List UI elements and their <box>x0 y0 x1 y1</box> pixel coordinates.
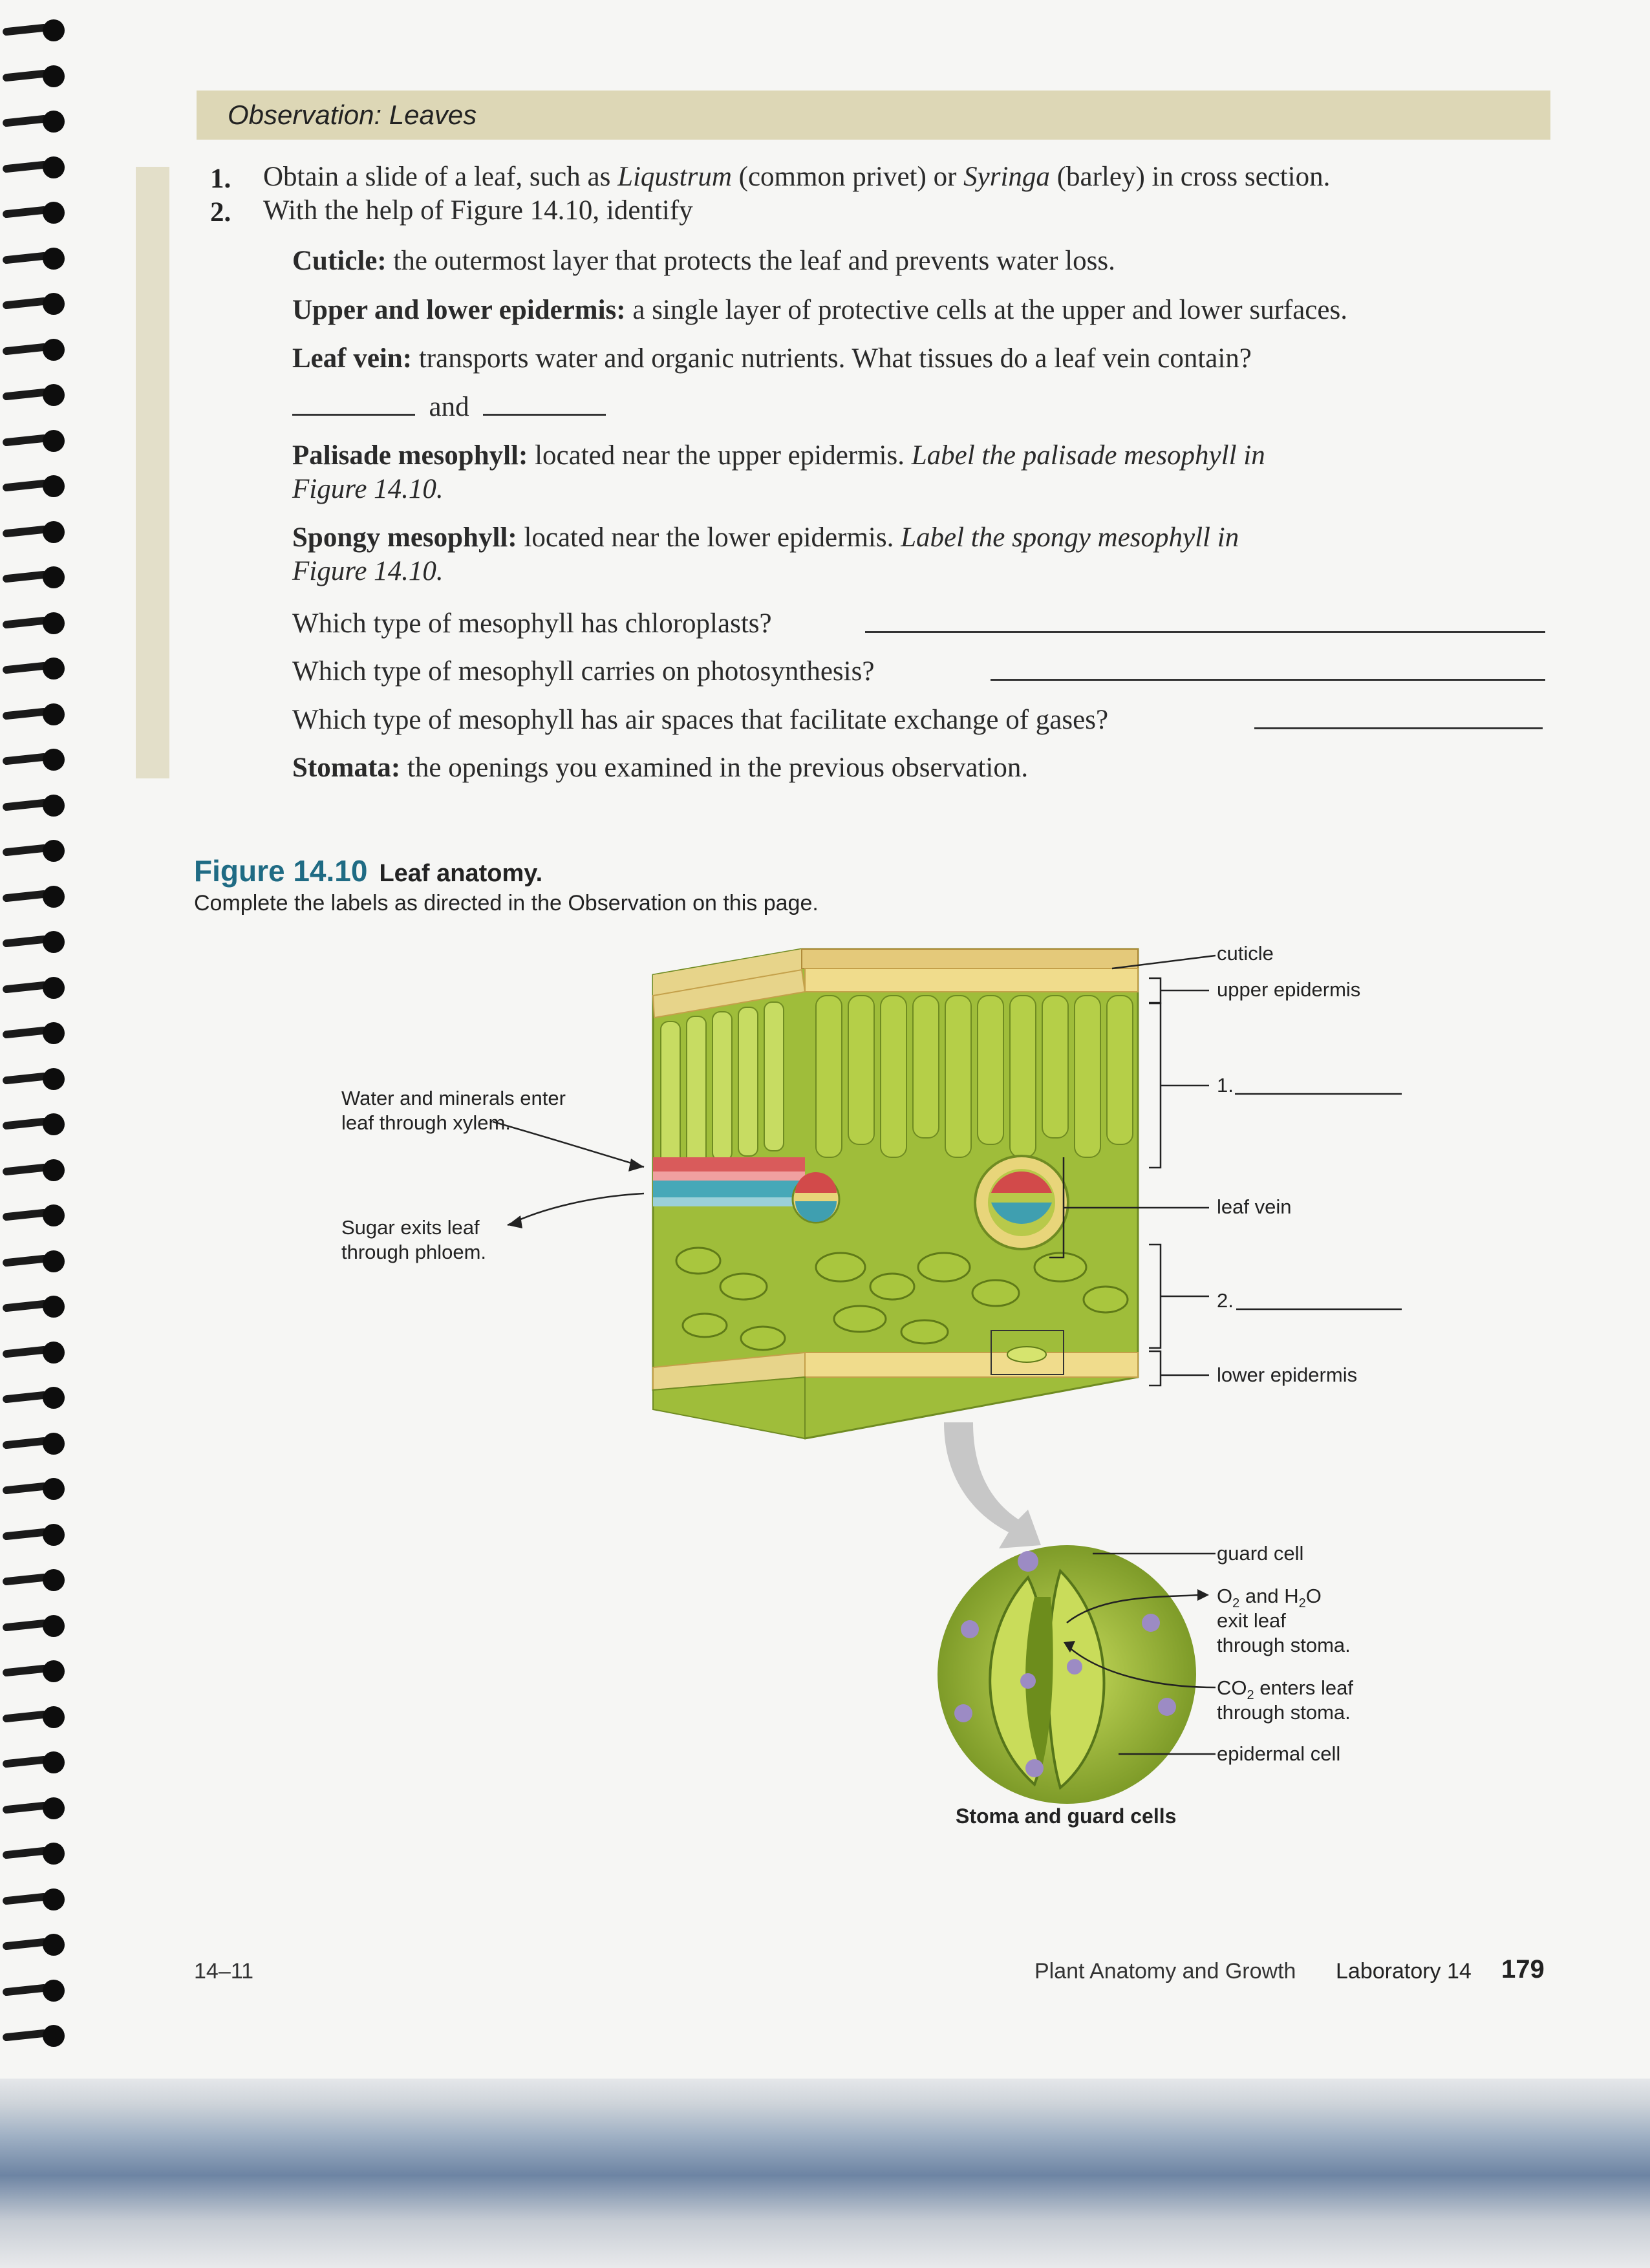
figure-instruction: Complete the labels as directed in the Observation on this page. <box>194 891 819 915</box>
label-o2-line2: exit leaf <box>1217 1609 1286 1632</box>
footer-chapter: Plant Anatomy and Growth <box>1034 1959 1296 1984</box>
magnify-arrow <box>944 1422 1041 1548</box>
term-stomata: Stomata: the openings you examined in the previous observation. <box>292 753 1029 783</box>
background-desk <box>0 2079 1650 2268</box>
footer-lab: Laboratory 14 <box>1336 1959 1472 1984</box>
label-epidermal-cell: epidermal cell <box>1217 1742 1341 1765</box>
vein-answer-line: and <box>292 390 606 424</box>
term-epidermis: Upper and lower epidermis: a single layer of protective cells at the upper and lower surfaces. <box>292 295 1347 325</box>
label-phloem-line1: Sugar exits leaf <box>341 1216 480 1239</box>
question-air-spaces: Which type of mesophyll has air spaces that facilitate exchange of gases? <box>292 705 1109 735</box>
footer-left: 14–11 <box>194 1959 254 1984</box>
label-blank-2: 2. <box>1217 1289 1234 1312</box>
observation-title: Observation: Leaves <box>228 100 477 130</box>
step-2-text: With the help of Figure 14.10, identify <box>263 195 693 226</box>
term-leaf-vein: Leaf vein: transports water and organic nutrients. What tissues do a leaf vein contain? <box>292 343 1252 374</box>
label-phloem-line2: through phloem. <box>341 1241 487 1263</box>
stoma-inset <box>938 1545 1216 1804</box>
label-o2-line3: through stoma. <box>1217 1634 1351 1656</box>
label-guard-cell: guard cell <box>1217 1542 1304 1565</box>
term-cuticle: Cuticle: the outermost layer that protects the leaf and prevents water loss. <box>292 246 1115 276</box>
label-co2-line2: through stoma. <box>1217 1701 1351 1724</box>
label-upper-epidermis: upper epidermis <box>1217 978 1361 1001</box>
inset-caption: Stoma and guard cells <box>956 1804 1177 1828</box>
leaf-block <box>653 949 1138 1439</box>
label-xylem-line1: Water and minerals enter <box>341 1087 566 1109</box>
spongy-figure-ref: Figure 14.10. <box>292 556 444 586</box>
label-blank-1: 1. <box>1217 1074 1234 1097</box>
label-xylem-line2: leaf through xylem. <box>341 1111 511 1134</box>
label-leaf-vein: leaf vein <box>1217 1195 1292 1218</box>
palisade-figure-ref: Figure 14.10. <box>292 474 444 504</box>
label-o2-h2o: $O_2$ and $H_2O$ <box>1217 1585 1322 1611</box>
label-lower-epidermis: lower epidermis <box>1217 1364 1358 1386</box>
question-photosynthesis: Which type of mesophyll carries on photosynthesis? <box>292 656 875 687</box>
step-number: 1. <box>210 164 231 194</box>
step-number: 2. <box>210 197 231 228</box>
term-spongy: Spongy mesophyll: located near the lower epidermis. Label the spongy mesophyll in <box>292 522 1239 553</box>
term-palisade: Palisade mesophyll: located near the upper epidermis. Label the palisade mesophyll in <box>292 440 1265 471</box>
label-cuticle: cuticle <box>1217 942 1274 965</box>
label-co2: $CO_2$ enters leaf <box>1217 1676 1353 1703</box>
figure-name: Leaf anatomy. <box>379 860 543 887</box>
question-chloroplasts: Which type of mesophyll has chloroplasts? <box>292 608 772 639</box>
figure-number: Figure 14.10 <box>194 854 368 888</box>
page-number: 179 <box>1501 1955 1545 1984</box>
step-1-text: Obtain a slide of a leaf, such as Liqustrum (common privet) or Syringa (barley) in cross section. <box>263 162 1331 192</box>
